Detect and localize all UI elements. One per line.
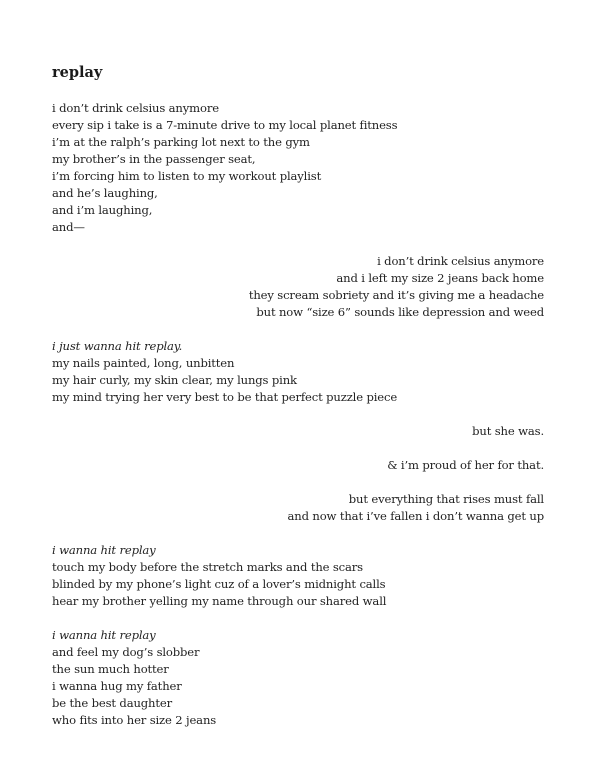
poem-line: and he’s laughing,	[52, 186, 158, 200]
stanza-5	[387, 457, 544, 474]
poem-line: but now “size 6” sounds like depression and weed	[256, 305, 544, 319]
poem-line: i’m at the ralph’s parking lot next to the gym	[52, 135, 310, 149]
poem-line: the sun much hotter	[52, 662, 169, 676]
poem-line: i wanna hug my father	[52, 679, 182, 693]
poem-line: every sip i take is a 7-minute drive to my local planet fitness	[52, 118, 398, 132]
poem-line: be the best daughter	[52, 696, 172, 710]
poem-line: and—	[52, 220, 85, 234]
poem-line: they scream sobriety and it’s giving me a headache	[248, 288, 544, 302]
stanza-4	[472, 423, 544, 440]
poem-line: my nails painted, long, unbitten	[52, 356, 235, 370]
poem-line: hear my brother yelling my name through our shared wall	[52, 594, 387, 608]
poem-line: & i’m proud of her for that.	[387, 458, 544, 472]
stanza-2	[249, 253, 544, 321]
poem-line-italic: i just wanna hit replay.	[52, 339, 183, 353]
stanza-8	[52, 627, 216, 729]
poem-line: but she was.	[472, 424, 544, 438]
poem-line: and feel my dog’s slobber	[52, 645, 200, 659]
poem-line: i don’t drink celsius anymore	[377, 254, 544, 268]
poem-line: and i left my size 2 jeans back home	[336, 271, 544, 285]
stanza-1	[52, 100, 397, 236]
stanza-6	[288, 491, 544, 525]
stanza-7	[52, 542, 386, 610]
poem-line: my brother’s in the passenger seat,	[52, 152, 256, 166]
stanza-3	[52, 338, 397, 406]
poem-line-italic: i wanna hit replay	[52, 628, 156, 642]
poem-line: my mind trying her very best to be that perfect puzzle piece	[52, 390, 398, 404]
poem-line-italic: i wanna hit replay	[52, 543, 156, 557]
poem-line: my hair curly, my skin clear, my lungs pink	[52, 373, 297, 387]
poem-line: who fits into her size 2 jeans	[52, 713, 217, 727]
poem-line: touch my body before the stretch marks and the scars	[52, 560, 363, 574]
poem-line: and i’m laughing,	[52, 203, 153, 217]
poem-title: replay	[52, 64, 103, 81]
poem-line: i don’t drink celsius anymore	[52, 101, 219, 115]
poem-line: and now that i’ve fallen i don’t wanna get up	[287, 509, 544, 523]
poem-line: blinded by my phone’s light cuz of a lover’s midnight calls	[52, 577, 386, 591]
poem-line: i’m forcing him to listen to my workout playlist	[52, 169, 322, 183]
poem-line: but everything that rises must fall	[348, 492, 544, 506]
